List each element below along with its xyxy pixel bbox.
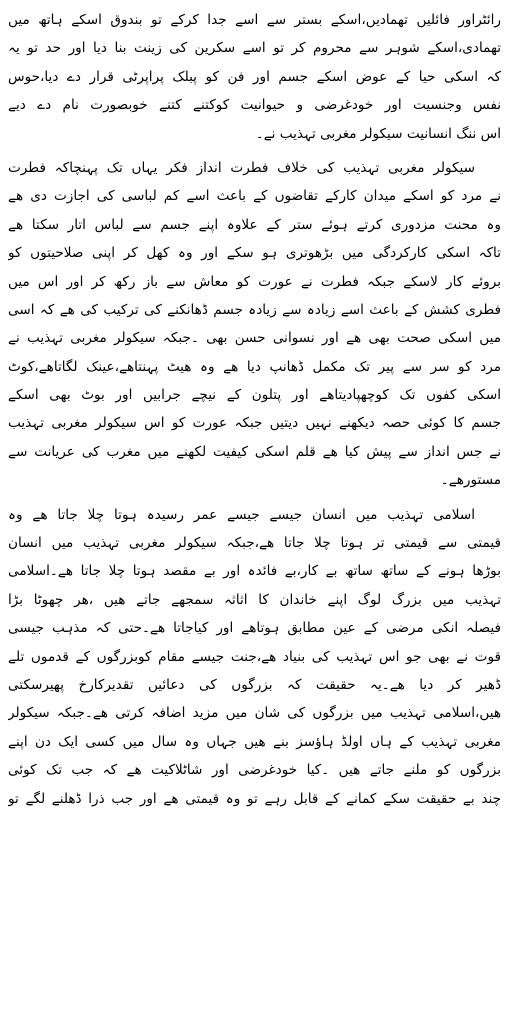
text-line: اسلامی تہذیب میں انسان جیسے جیسے عمر رسیدہ ہوتا چلا جاتا ھے وہ: [8, 506, 475, 523]
text-line: ڈھیر کر دیا ھے۔یہ حقیقت کہ بزرگوں کی دعائیں تقدیرکارخ پھیرسکتی: [8, 676, 501, 693]
text-line: قوت نے بھی جو اس تہذیب کی بنیاد ھے،جنت جیسے مقام کوبزرگوں کے قدموں تلے: [8, 648, 501, 665]
text-line: فطری کشش کے باعث اسے زیادہ سے زیادہ جسم ڈھانکنے کی ترکیب کی ھے کہ اسی: [8, 301, 501, 318]
text-line: رائٹراور فائلیں تھمادیں،اسکے بستر سے اسے جدا کرکے تو بندوق اسکے ہاتھ میں: [8, 12, 501, 28]
text-line: بوڑھا ہونے کے ساتھ ساتھ بے کار،بے فائدہ اور بے مقصد ہوتا چلا جاتا ھے۔اسلامی: [8, 563, 501, 580]
paragraph-1: [8, 6, 501, 148]
text-line: کہ اسکی حیا کے عوض اسکے جسم اور فن کو پبلک پراپرٹی قرار دے دیا،حوس: [8, 68, 501, 85]
paragraph-2: [8, 154, 501, 495]
text-line: نے جس انداز سے پیش کیا ھے قلم اسکی کیفیت لکھنے میں مغرب کی عریانت سے: [8, 443, 501, 460]
text-line: فیصلہ انکی مرضی کے عین مطابق ہوتاھے اور کیاجاتا ھے۔حتی کہ مذہب جیسی: [8, 620, 501, 637]
text-line: قیمتی سے قیمتی تر ہوتا چلا جاتا ھے،جبکہ سیکولر مغربی تہذیب میں انسان: [8, 535, 501, 552]
text-line: نفس وجنسیت اور خودغرضی و حیوانیت کوکتنے کتنے خوبصورت نام دے دیے: [8, 97, 501, 114]
text-line: تاکہ اسکی کارکردگی میں بڑھوتری ہو سکے اور وہ کھل کر اپنی صلاحیتوں کو: [8, 245, 501, 262]
text-line: اس ننگ انسانیت سیکولر مغربی تہذیب نے۔: [255, 125, 501, 142]
text-line: ھیں،اسلامی تہذیب میں بزرگوں کی شان میں مزید اضافہ کرتی ھے۔جبکہ سیکولر: [8, 705, 501, 722]
text-line: مرد کو سر سے پیر تک مکمل ڈھانپ دیا ھے وہ ھیٹ پہنتاھے،عینک لگاتاھے،کوٹ: [8, 358, 501, 375]
text-line: میں اسکی صحت بھی ھے اور نسوانی حسن بھی ۔جبکہ سیکولر مغربی تہذیب نے: [8, 330, 501, 347]
text-line: بزرگوں کو ملنے جاتے ھیں ۔کیا خودغرضی اور شاٹلاکیت ھے کہ جب تک کوئی: [8, 762, 501, 779]
text-line: مغربی تہذیب کے ہاں اولڈ ہاؤسز بنے ھیں جہاں وہ سال میں کسی ایک دن اپنے: [8, 733, 501, 750]
text-line: چند بے حقیقت سکے کمانے کے قابل رہے تو وہ قیمتی ھے اور جب ذرا ڈھلنے لگے تو: [8, 790, 501, 807]
text-line: سیکولر مغربی تہذیب کی خلاف فطرت انداز فکر یہاں تک پہنچاکہ فطرت: [8, 159, 475, 176]
text-line: جسم کا کوئی حصہ دیکھنے نہیں دیتیں جبکہ عورت کو اس سیکولر مغربی تہذیب: [8, 415, 501, 432]
text-line: تہذیب میں بزرگ لوگ اپنے خاندان کا اثاثہ سمجھے جاتے ھیں ،ھر چھوٹا بڑا: [8, 591, 501, 608]
text-line: تھمادی،اسکے شوہر سے محروم کر تو اسے سکرین کی زینت بنا دیا اور حد تو یہ: [8, 40, 501, 57]
text-line: بروئے کار لاسکے جبکہ فطرت نے عورت کو معاش سے باز رکھ کر اور اس میں: [8, 273, 501, 290]
text-line: وہ محنت مزدوری کرتے ہوئے ستر کے علاوہ اپنے جسم سے لباس اتار سکتا ھے: [8, 216, 501, 233]
text-line: مستورھے۔: [440, 472, 501, 489]
paragraph-3: [8, 501, 501, 813]
text-line: اسکی کفوں تک کوچھپادیتاھے اور پتلون کے نیچے جرابیں اور بوٹ بھی اسکے: [8, 387, 501, 404]
text-line: نے مرد کو اسکے میدان کارکے تقاضوں کے باعث اسے کم لباسی کی اجازت دی ھے: [8, 188, 501, 205]
